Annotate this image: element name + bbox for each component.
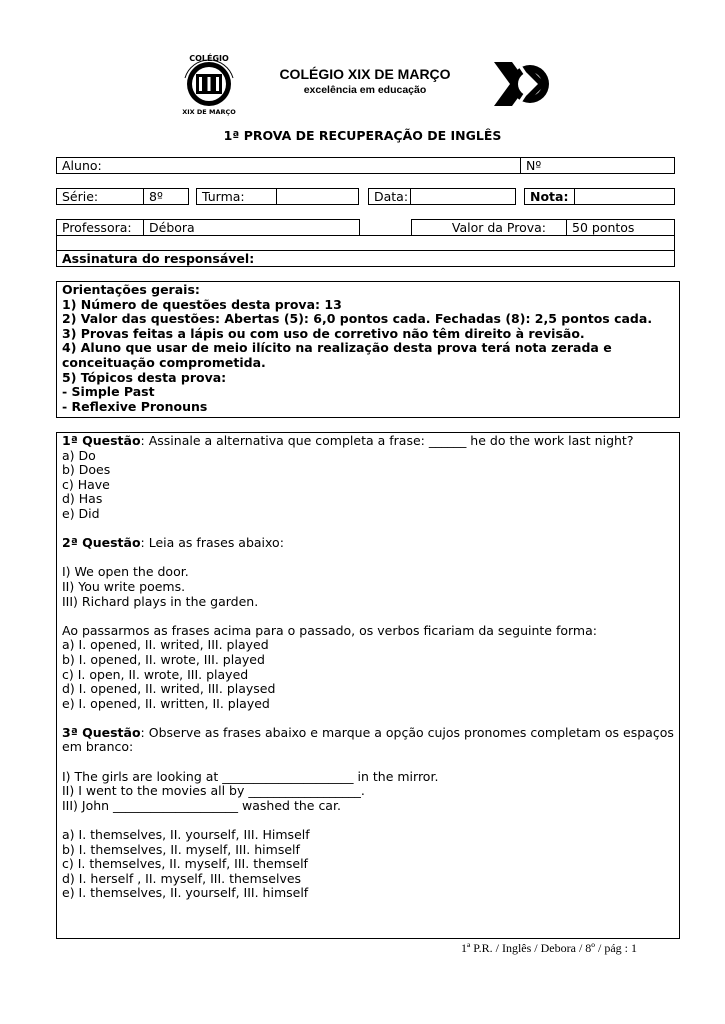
question-1-option-c[interactable]: c) Have <box>62 476 110 492</box>
question-1-option-e[interactable]: e) Did <box>62 505 100 521</box>
professora-value-cell <box>144 220 361 235</box>
question-1-option-a[interactable]: a) Do <box>62 447 96 463</box>
question-1-text: : Assinale a alternativa que completa a frase: ______ he do the work last night? <box>140 433 634 448</box>
question-3-sentence: II) I went to the movies all by __________________. <box>62 783 365 799</box>
spacer <box>62 711 674 726</box>
turma-label-cell <box>197 189 277 204</box>
question-1-option-b[interactable]: b) Does <box>62 462 111 478</box>
question-3-stem-cont: em branco: <box>62 739 134 755</box>
orientations-block <box>62 283 652 414</box>
question-3-option-b[interactable]: b) I. themselves, II. myself, III. himself <box>62 841 300 857</box>
question-2-option-b[interactable]: b) I. opened, II. wrote, III. played <box>62 651 265 667</box>
questions-box <box>56 432 680 939</box>
exam-title: 1ª PROVA DE RECUPERAÇÃO DE INGLÊS <box>223 128 502 143</box>
orientation-line: 3) Provas feitas a lápis ou com uso de corretivo não têm direito à revisão. <box>62 325 585 341</box>
page-footer: 1ª P.R. / Inglês / Debora / 8º / pág : 1 <box>460 941 637 955</box>
orientation-line: 5) Tópicos desta prova: <box>62 369 227 385</box>
question-3-sentence: I) The girls are looking at _____________________ in the mirror. <box>62 768 439 784</box>
turma-value-cell[interactable] <box>277 189 360 204</box>
orientation-line: - Reflexive Pronouns <box>62 398 208 414</box>
question-3-option-c[interactable]: c) I. themselves, II. myself, III. themself <box>62 856 308 872</box>
serie-label-cell <box>57 189 144 204</box>
assinatura-box[interactable] <box>56 235 675 267</box>
nota-label: Nota: <box>530 189 569 204</box>
orientation-line: 1) Número de questões desta prova: 13 <box>62 296 342 312</box>
question-2-option-a[interactable]: a) I. opened, II. writed, III. played <box>62 637 269 653</box>
serie-label: Série: <box>62 189 99 204</box>
spacer <box>62 813 674 828</box>
turma-box <box>196 188 359 205</box>
question-2-sentence: I) We open the door. <box>62 564 189 580</box>
valor-value-cell <box>567 220 676 235</box>
svg-text:COLÉGIO: COLÉGIO <box>189 54 229 63</box>
data-box <box>368 188 516 205</box>
valor-box <box>411 219 675 236</box>
question-3-text: : Observe as frases abaixo e marque a opção cujos pronomes completam os espaços <box>140 724 674 740</box>
data-label: Data: <box>374 189 409 204</box>
professora-box <box>56 219 360 236</box>
valor-label: Valor da Prova: <box>451 220 546 235</box>
question-2-stem <box>62 536 674 551</box>
question-2-sentence: III) Richard plays in the garden. <box>62 593 259 609</box>
spacer <box>62 755 674 770</box>
data-label-cell <box>369 189 411 204</box>
aluno-field[interactable] <box>57 158 521 173</box>
question-2-option-e[interactable]: e) I. opened, II. written, II. played <box>62 695 270 711</box>
question-3-stem <box>62 726 674 741</box>
question-2-prompt: Ao passarmos as frases acima para o passado, os verbos ficariam da seguinte forma: <box>62 622 597 638</box>
questions-block <box>62 434 674 901</box>
nota-label-cell <box>525 189 575 204</box>
data-value-cell[interactable] <box>411 189 517 204</box>
question-1-stem <box>62 434 674 449</box>
right-logo <box>490 58 554 110</box>
question-2-text: : Leia as frases abaixo: <box>140 535 284 551</box>
professora-label: Professora: <box>62 220 132 235</box>
question-3-option-d[interactable]: d) I. herself , II. myself, III. themselves <box>62 870 302 886</box>
valor-label-cell <box>412 220 567 235</box>
school-slogan: excelência em educação <box>303 84 427 96</box>
spacer <box>62 609 674 624</box>
orientation-line: - Simple Past <box>62 384 155 400</box>
spacer <box>62 522 674 537</box>
question-3-label: 3ª Questão <box>62 724 141 740</box>
orientation-line: 4) Aluno que usar de meio ilícito na realização desta prova terá nota zerada e <box>62 340 612 356</box>
svg-text:XIX DE MARÇO: XIX DE MARÇO <box>182 108 236 116</box>
orientation-line: conceituação comprometida. <box>62 354 266 370</box>
professora-label-cell <box>57 220 144 235</box>
student-row <box>56 157 675 174</box>
orientations-box <box>56 281 680 418</box>
serie-box <box>56 188 189 205</box>
nota-box <box>524 188 675 205</box>
question-1-option-d[interactable]: d) Has <box>62 491 103 507</box>
valor-value: 50 pontos <box>572 220 635 235</box>
question-3-option-e[interactable]: e) I. themselves, II. yourself, III. himself <box>62 885 309 901</box>
question-3-sentence: III) John ____________________ washed the car. <box>62 797 341 813</box>
numero-field[interactable] <box>521 158 676 173</box>
question-2-label: 2ª Questão <box>62 535 141 551</box>
professora-value: Débora <box>149 220 195 235</box>
question-1-label: 1ª Questão <box>62 433 141 448</box>
serie-value: 8º <box>149 189 163 204</box>
question-2-option-c[interactable]: c) I. open, II. wrote, III. played <box>62 666 249 682</box>
assinatura-label: Assinatura do responsável: <box>62 251 255 266</box>
nota-value-cell[interactable] <box>575 189 676 204</box>
question-2-sentence: II) You write poems. <box>62 578 186 594</box>
spacer <box>62 551 674 566</box>
turma-label: Turma: <box>202 189 245 204</box>
numero-label: Nº <box>526 158 542 173</box>
left-logo <box>177 52 241 116</box>
question-2-option-d[interactable]: d) I. opened, II. writed, III. playsed <box>62 681 276 697</box>
serie-value-cell[interactable] <box>144 189 190 204</box>
orientation-line: 2) Valor das questões: Abertas (5): 6,0 pontos cada. Fechadas (8): 2,5 pontos cada. <box>62 311 653 327</box>
orientations-title: Orientações gerais: <box>62 282 200 297</box>
school-name: COLÉGIO XIX DE MARÇO <box>279 66 451 82</box>
aluno-label: Aluno: <box>62 158 102 173</box>
question-3-option-a[interactable]: a) I. themselves, II. yourself, III. Himself <box>62 827 310 843</box>
